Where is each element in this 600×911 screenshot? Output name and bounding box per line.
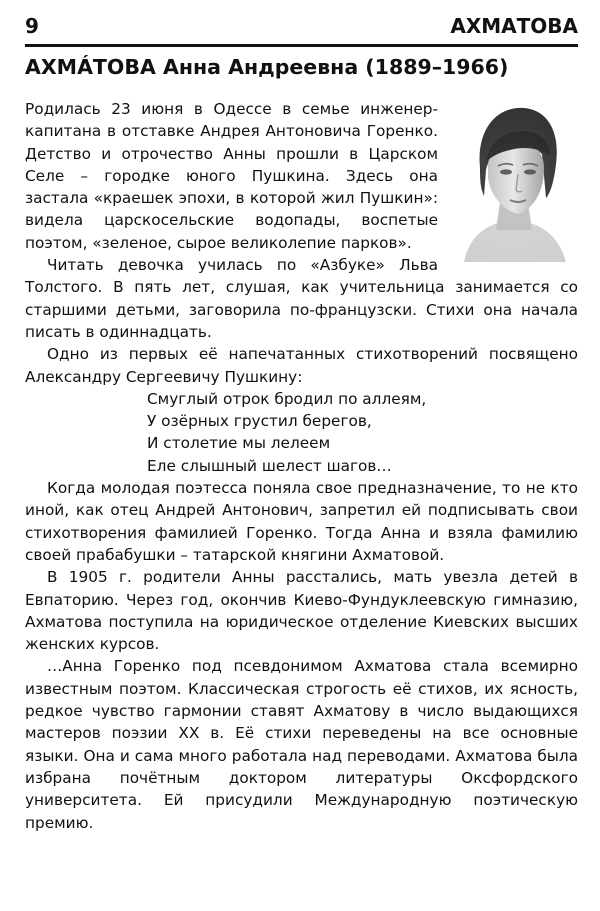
poem-line: Смуглый отрок бродил по аллеям, (147, 389, 427, 408)
running-title: АХМАТОВА (450, 14, 578, 38)
paragraph-childhood: Читать девочка училась по «Азбуке» Льва Толстого. В пять лет, слушая, как учительница занимается со старшими детьми, заговорила по-французски. Стихи она начала писать в одиннадцать. (25, 256, 578, 341)
portrait-image (450, 98, 578, 262)
paragraph-pseudonym: Когда молодая поэтесса поняла свое предназначение, то не кто иной, как отец Андрей Антонович, запретил ей подписывать свои стихотворения фамилией Горенко. Тогда Анна и взяла фамилию своей прабабушки – татарской княгини Ахматовой. (25, 479, 578, 564)
poem-line: И столетие мы лелеем (147, 434, 331, 453)
paragraph-fame: …Анна Горенко под псевдонимом Ахматова стала всемирно известным поэтом. Классическая строгость её стихов, их ясность, редкое чувство гармонии ставят Ахматову в число выдающихся мастеров поэзии XX в. Её стихи переведены на все основные языки. Она и сама много работала над переводами. Ахматова была избрана почётным доктором литературы Оксфордского университета. Ей присудили Международную поэтическую премию. (25, 657, 578, 832)
paragraph-first-poem: Одно из первых её напечатанных стихотворений посвящено Александру Сергеевичу Пушкину: (25, 345, 578, 386)
article-body (25, 98, 578, 834)
paragraph-birth: Родилась 23 июня в Одессе в семье инженер-капитана в отставке Андрея Антоновича Горенко. Детство и отрочество Анны прошли в Царском Селе – городке юного Пушкина. Здесь она застала «краешек эпохи, в которой жил Пушкин»: видела царскосельские водопады, воспетые поэтом, «зеленое, сырое великолепие парков». (25, 100, 438, 252)
poem-line: У озёрных грустил берегов, (147, 412, 372, 431)
poem-quote (147, 388, 578, 477)
poem-line: Еле слышный шелест шагов… (147, 456, 392, 475)
page-number: 9 (25, 14, 39, 38)
paragraph-evpatoria: В 1905 г. родители Анны расстались, мать увезла детей в Евпаторию. Через год, окончив Киево-Фундуклеевскую гимназию, Ахматова поступила на юридическое отделение Киевских высших женских курсов. (25, 568, 578, 654)
article-title: АХМÁТОВА Анна Андреевна (1889–1966) (25, 55, 509, 79)
header-rule (25, 44, 578, 47)
running-header (25, 11, 578, 41)
